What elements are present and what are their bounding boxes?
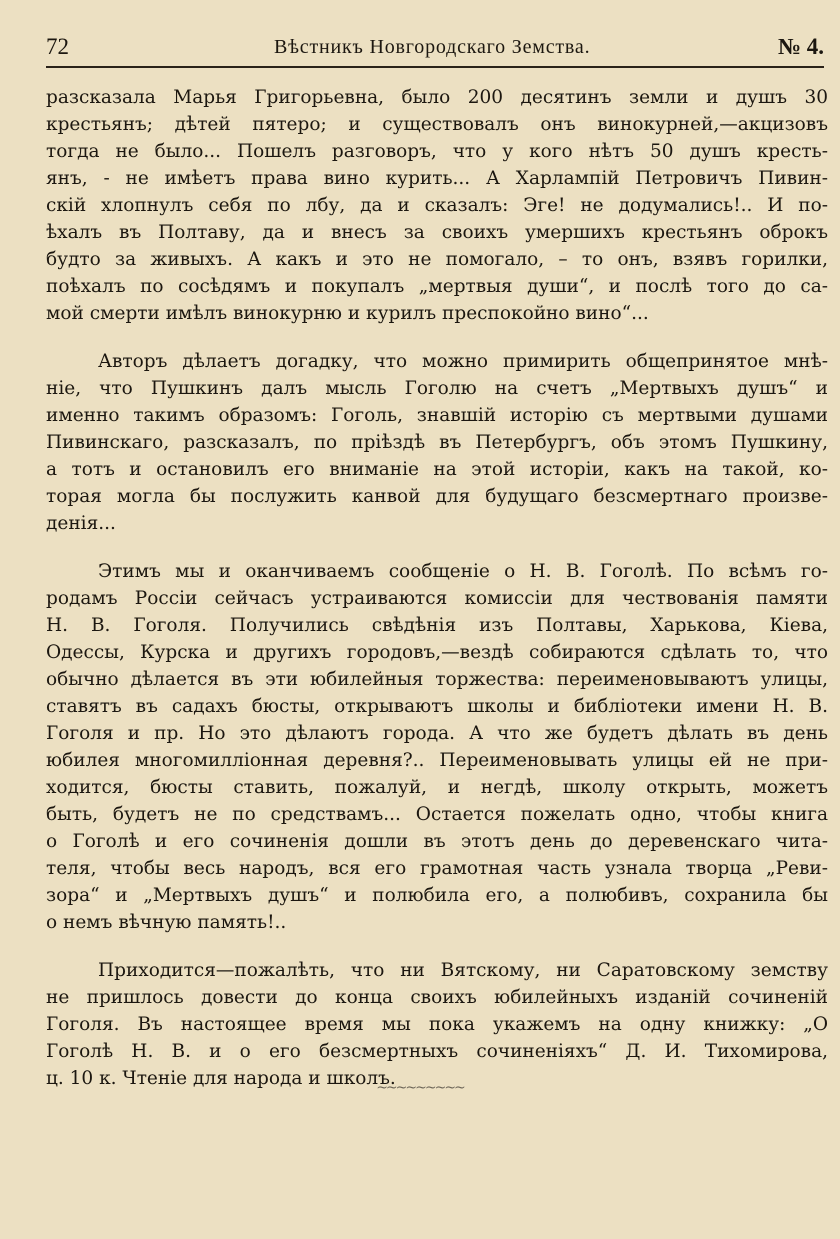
text-line: Приходится—пожалѣть, что ни Вятскому, ни Саратовскому земству <box>98 960 828 981</box>
text-line: тогда не было... Пошелъ разговоръ, что у кого нѣтъ 50 душъ кресть- <box>46 141 828 162</box>
text-line: Авторъ дѣлаетъ догадку, что можно примирить общепринятое мнѣ- <box>98 351 828 372</box>
text-line: янъ, - не имѣетъ права вино курить... А Харлампій Петровичъ Пивин- <box>46 168 828 189</box>
header-rule <box>46 66 824 68</box>
text-line: денія... <box>46 513 116 534</box>
tilde-ornament: ~~~~~~~~~ <box>376 1080 464 1096</box>
text-line: будто за живыхъ. А какъ и это не помогало, – то онъ, взявъ горилки, <box>46 249 828 270</box>
text-line: зора“ и „Мертвыхъ душъ“ и полюбила его, а полюбивъ, сохранила бы <box>46 885 828 906</box>
text-line: Н. В. Гоголя. Получились свѣдѣнія изъ Полтавы, Харькова, Кіева, <box>46 615 828 636</box>
paragraph <box>46 957 828 1092</box>
text-line: ставятъ въ садахъ бюсты, открываютъ школы и библіотеки имени Н. В. <box>46 696 828 717</box>
text-line: мой смерти имѣлъ винокурню и курилъ преспокойно вино“... <box>46 303 649 324</box>
text-line: о Гоголѣ и его сочиненія дошли въ этотъ день до деревенскаго чита- <box>46 831 828 852</box>
text-line: Одессы, Курска и другихъ городовъ,—вездѣ собираются сдѣлать то, что <box>46 642 828 663</box>
text-line: Пивинскаго, разсказалъ, по пріѣздѣ въ Петербургъ, объ этомъ Пушкину, <box>46 432 828 453</box>
text-line: поѣхалъ по сосѣдямъ и покупалъ „мертвыя души“, и послѣ того до са- <box>46 276 828 297</box>
text-line: ѣхалъ въ Полтаву, да и внесъ за своихъ умершихъ крестьянъ оброкъ <box>46 222 828 243</box>
text-line: торая могла бы послужить канвой для будущаго безсмертнаго произве- <box>46 486 828 507</box>
text-line: скій хлопнулъ себя по лбу, да и сказалъ: Эге! не додумались!.. И по- <box>46 195 828 216</box>
text-line: обычно дѣлается въ эти юбилейныя торжества: переименовываютъ улицы, <box>46 669 828 690</box>
text-line: родамъ Россіи сейчасъ устраиваются комиссіи для чествованія памяти <box>46 588 828 609</box>
body-text <box>46 84 828 1092</box>
text-line: именно такимъ образомъ: Гоголь, знавшій исторію съ мертвыми душами <box>46 405 828 426</box>
paragraph <box>46 558 828 936</box>
page-number: 72 <box>46 34 69 59</box>
text-line: Этимъ мы и оканчиваемъ сообщеніе о Н. В. Гоголѣ. По всѣмъ го- <box>98 561 828 582</box>
journal-title: Вѣстникъ Новгородскаго Земства. <box>274 36 591 58</box>
text-line: ходится, бюсты ставить, пожалуй, и негдѣ, школу открыть, можетъ <box>46 777 828 798</box>
page-header <box>46 34 824 64</box>
text-line: Гоголѣ Н. В. и о его безсмертныхъ сочиненіяхъ“ Д. И. Тихомирова, <box>46 1041 828 1062</box>
text-line: не пришлось довести до конца своихъ юбилейныхъ изданій сочиненій <box>46 987 828 1008</box>
issue-number: № 4. <box>777 34 824 59</box>
text-line: ц. 10 к. Чтеніе для народа и школъ. <box>46 1068 396 1089</box>
text-line: теля, чтобы весь народъ, вся его грамотная часть узнала творца „Реви- <box>46 858 828 879</box>
text-line: быть, будетъ не по средствамъ... Остается пожелать одно, чтобы книга <box>46 804 828 825</box>
text-line: ніе, что Пушкинъ далъ мысль Гоголю на счетъ „Мертвыхъ душъ“ и <box>46 378 828 399</box>
text-line: крестьянъ; дѣтей пятеро; и существовалъ онъ винокурней,—акцизовъ <box>46 114 828 135</box>
text-line: разсказала Марья Григорьевна, было 200 десятинъ земли и душъ 30 <box>46 87 828 108</box>
text-line: Гоголя. Въ настоящее время мы пока укажемъ на одну книжку: „О <box>46 1014 828 1035</box>
text-line: Гоголя и пр. Но это дѣлаютъ города. А что же будетъ дѣлать въ день <box>46 723 828 744</box>
paragraph <box>46 84 828 327</box>
text-line: а тотъ и остановилъ его вниманіе на этой исторіи, какъ на такой, ко- <box>46 459 828 480</box>
text-line: юбилея многомилліонная деревня?.. Переименовывать улицы ей не при- <box>46 750 828 771</box>
paragraph <box>46 348 828 537</box>
text-line: о немъ вѣчную память!.. <box>46 912 287 933</box>
